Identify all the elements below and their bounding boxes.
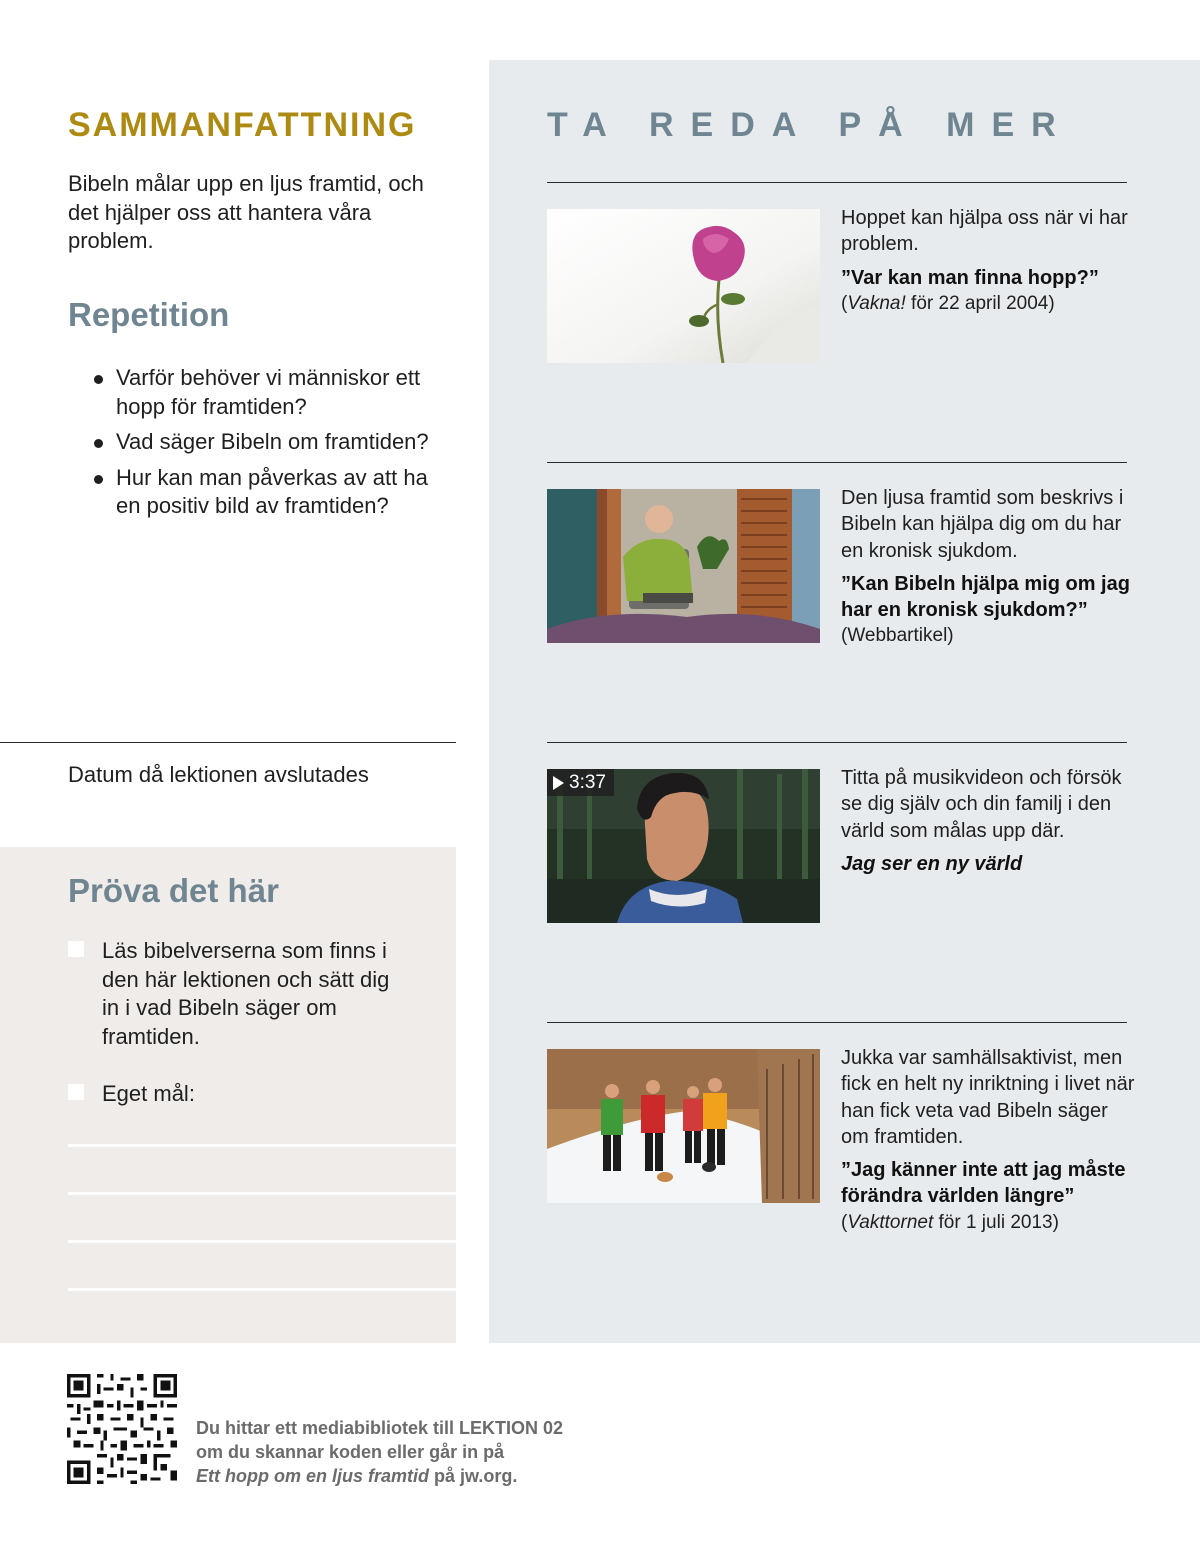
- try-item-read-verses: [68, 937, 408, 1051]
- date-divider: [0, 742, 456, 743]
- item-description: Jukka var samhällsaktivist, men fick en helt ny inriktning i livet när han fick veta vad Bibeln säger om framtiden.: [841, 1047, 1135, 1148]
- goal-writing-line[interactable]: [68, 1192, 456, 1195]
- summary-text: Bibeln målar upp en ljus framtid, och det hjälper oss att hantera våra problem.: [68, 171, 424, 253]
- try-item-own-goal: [68, 1080, 408, 1109]
- qr-code[interactable]: [67, 1374, 177, 1484]
- footer-line: Du hittar ett mediabibliotek till LEKTION 02: [196, 1418, 564, 1438]
- repetition-question: Varför behöver vi människor ett hopp för framtiden?: [92, 364, 452, 421]
- learn-more-heading: TA REDA PÅ MER: [547, 106, 1073, 144]
- learn-more-item: [841, 1045, 1141, 1236]
- item-source: (Vakttornet för 1 juli 2013): [841, 1211, 1059, 1233]
- try-this-heading: Pröva det här: [68, 872, 279, 909]
- footer-media-library-note: [196, 1416, 563, 1488]
- footer-line: Ett hopp om en ljus framtid på jw.org.: [196, 1466, 518, 1486]
- try-item-text: Läs bibelverserna som finns i den här lektionen och sätt dig in i vad Bibeln säger om framtiden.: [102, 938, 390, 1049]
- item-description: Titta på musikvideon och försök se dig själv och din familj i den värld som målas upp där.: [841, 767, 1122, 842]
- repetition-question: Hur kan man påverkas av att ha en positiv bild av framtiden?: [92, 464, 452, 521]
- item-title-link[interactable]: ”Kan Bibeln hjälpa mig om jag har en kronisk sjukdom?”: [841, 572, 1130, 622]
- footer-line: om du skannar koden eller går in på: [196, 1442, 505, 1462]
- man-window-thumbnail[interactable]: [547, 489, 820, 643]
- repetition-list: [92, 364, 452, 528]
- completion-date-label: Datum då lektionen avslutades: [68, 762, 369, 787]
- item-divider: [547, 462, 1127, 463]
- item-source: (Webbartikel): [841, 625, 954, 647]
- item-divider: [547, 1022, 1127, 1023]
- video-duration: 3:37: [569, 772, 606, 793]
- summary-heading: SAMMANFATTNING: [68, 106, 417, 144]
- repetition-question: Vad säger Bibeln om framtiden?: [92, 428, 452, 457]
- item-description: Den ljusa framtid som beskrivs i Bibeln kan hjälpa dig om du har en kronisk sjukdom.: [841, 487, 1124, 562]
- video-duration-badge: [547, 769, 614, 796]
- item-divider: [547, 182, 1127, 183]
- checkbox[interactable]: [68, 941, 84, 957]
- learn-more-item: [841, 485, 1141, 649]
- music-video-thumbnail[interactable]: [547, 769, 820, 923]
- item-description: Hoppet kan hjälpa oss när vi har problem.: [841, 207, 1128, 256]
- goal-writing-line[interactable]: [68, 1144, 456, 1147]
- flower-thumbnail[interactable]: [547, 209, 820, 363]
- learn-more-item: [841, 765, 1141, 877]
- item-divider: [547, 742, 1127, 743]
- item-title-link[interactable]: ”Jag känner inte att jag måste förändra världen längre”: [841, 1159, 1126, 1208]
- item-title-link[interactable]: Jag ser en ny värld: [841, 852, 1023, 875]
- checkbox[interactable]: [68, 1084, 84, 1100]
- try-item-text: Eget mål:: [102, 1081, 195, 1106]
- item-title-link[interactable]: ”Var kan man finna hopp?”: [841, 266, 1099, 289]
- snow-walk-thumbnail[interactable]: [547, 1049, 820, 1203]
- goal-writing-line[interactable]: [68, 1288, 456, 1291]
- item-source: (Vakna! för 22 april 2004): [841, 292, 1055, 314]
- learn-more-item: [841, 205, 1141, 317]
- repetition-heading: Repetition: [68, 296, 230, 333]
- play-icon: [553, 776, 564, 790]
- goal-writing-line[interactable]: [68, 1240, 456, 1243]
